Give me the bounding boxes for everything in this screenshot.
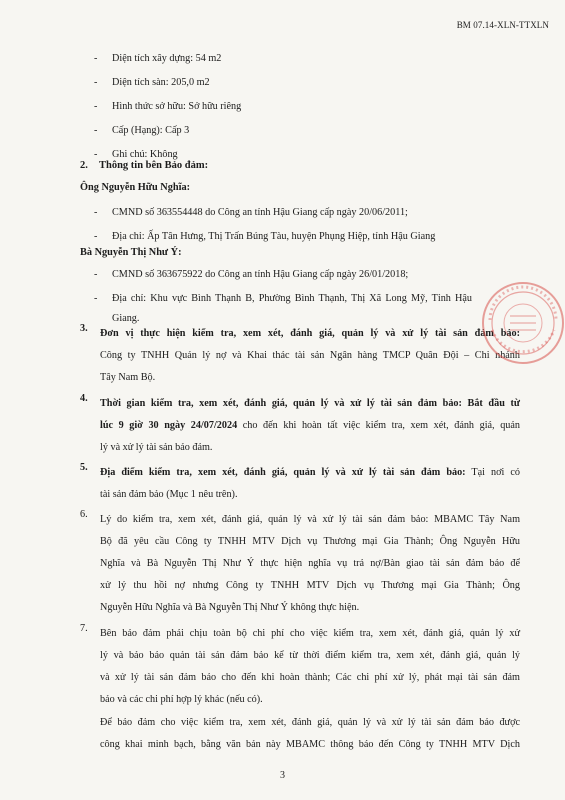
page-number: 3 <box>280 770 285 781</box>
person-1-name: Ông Nguyễn Hữu Nghĩa: <box>80 182 191 193</box>
company-seal-stamp-icon <box>480 280 565 366</box>
closing-paragraph: Để bảo đảm cho việc kiểm tra, xem xét, đánh giá, quản lý và xử lý tài sản đảm bảo được công khai minh bạch, bằng văn bản này MBAMC thông báo đến Công ty TNHH MTV Dịch <box>100 717 520 750</box>
document-page: BM 07.14-XLN-TTXLN - Diện tích xây dựng: 54 m2 - Diện tích sàn: 205,0 m2 - Hình thức sở hữu: Sở hữu riêng - Cấp (Hạng): Cấp 3 - Ghi chú: Không 2. Thông tin bên Bảo đảm: Ông Nguyễn Hữu Nghĩa: - CMND số 363554448 do Công an tỉnh Hậu Giang cấp ngày 20/06/2011; - Địa chỉ: Ấp Tân Hưng, Thị Trấn Búng Tàu, huyện Phụng Hiệp, tỉnh Hậu Giang Bà Nguyễn Thị Như Ý: - CMND số 363675922 do Công an tỉnh Hậu Giang cấp ngày 26/01/2018; - Địa chỉ: Khu vực Bình Thạnh B, Phường Bình Thạnh, Thị Xã Long Mỹ, Tỉnh Hậu Giang. 3. Đơn vị thực hiện kiểm tra, xem xét, đánh giá, quản lý và xử lý tài sản đảm bảo: Công ty TNHH Quản lý nợ và Khai thác tài sản Ngân hàng TMCP Quân Đội – Chi nhánh Tây Nam Bộ. 4. Thời gian kiểm tra, xem xét, đánh giá, quản lý và xử lý tài sản đảm bảo: Bắt đầu từ lúc 9 giờ 30 ngày 24/07/2024 cho đến khi hoàn tất việc kiểm tra, xem xét, đánh giá, quản lý và xử lý tài sản bảo đảm. 5. Địa điểm kiểm tra, xem xét, đánh giá, quản lý và xử lý tài sản đảm bảo: Tại nơi có tài sản đảm bảo (Mục 1 nêu trên). 6. Lý do kiểm tra, xem xét, đánh giá, quản lý và xử lý tài sản đảm bảo: MBAMC Tây Nam Bộ đã yêu cầu Công ty TNHH MTV Dịch vụ Thương mại Gia Thành; Ông Nguyễn Hữu Nghĩa và Bà Nguyễn Thị Như Ý thực hiện nghĩa vụ trả nợ/Bàn giao tài sản đảm bảo để xử lý thu hồi nợ nhưng Công ty TNHH MTV Dịch vụ Thương mại Gia Thành; Ông Nguyễn Hữu Nghĩa và Bà Nguyễn Thị Như Ý không thực hiện. 7. Bên bảo đảm phải chịu toàn bộ chi phí cho việc kiểm tra, xem xét, đánh giá, quản lý xử lý và bảo bảo quản tài sản đảm bảo kể từ thời điểm kiểm tra, xem xét, đánh giá, quản lý và xử lý tài sản đảm bảo cho đến khi hoàn thành; Các chi phí xử lý, phát mại tài sản đảm bảo và các chi phí hợp lý khác (nếu có). Để bảo đảm cho việc kiểm tra, xem xét, đánh giá, quản lý và xử lý tài sản đảm bảo được công khai minh bạch, bằng văn bản này MBAMC thông báo đến Công ty TNHH MTV Dịch 3 <box>0 0 565 800</box>
person-2-name: Bà Nguyễn Thị Như Ý: <box>80 247 182 258</box>
form-code: BM 07.14-XLN-TTXLN <box>456 20 549 30</box>
section-2-heading: 2. Thông tin bên Bảo đảm: <box>80 160 209 171</box>
